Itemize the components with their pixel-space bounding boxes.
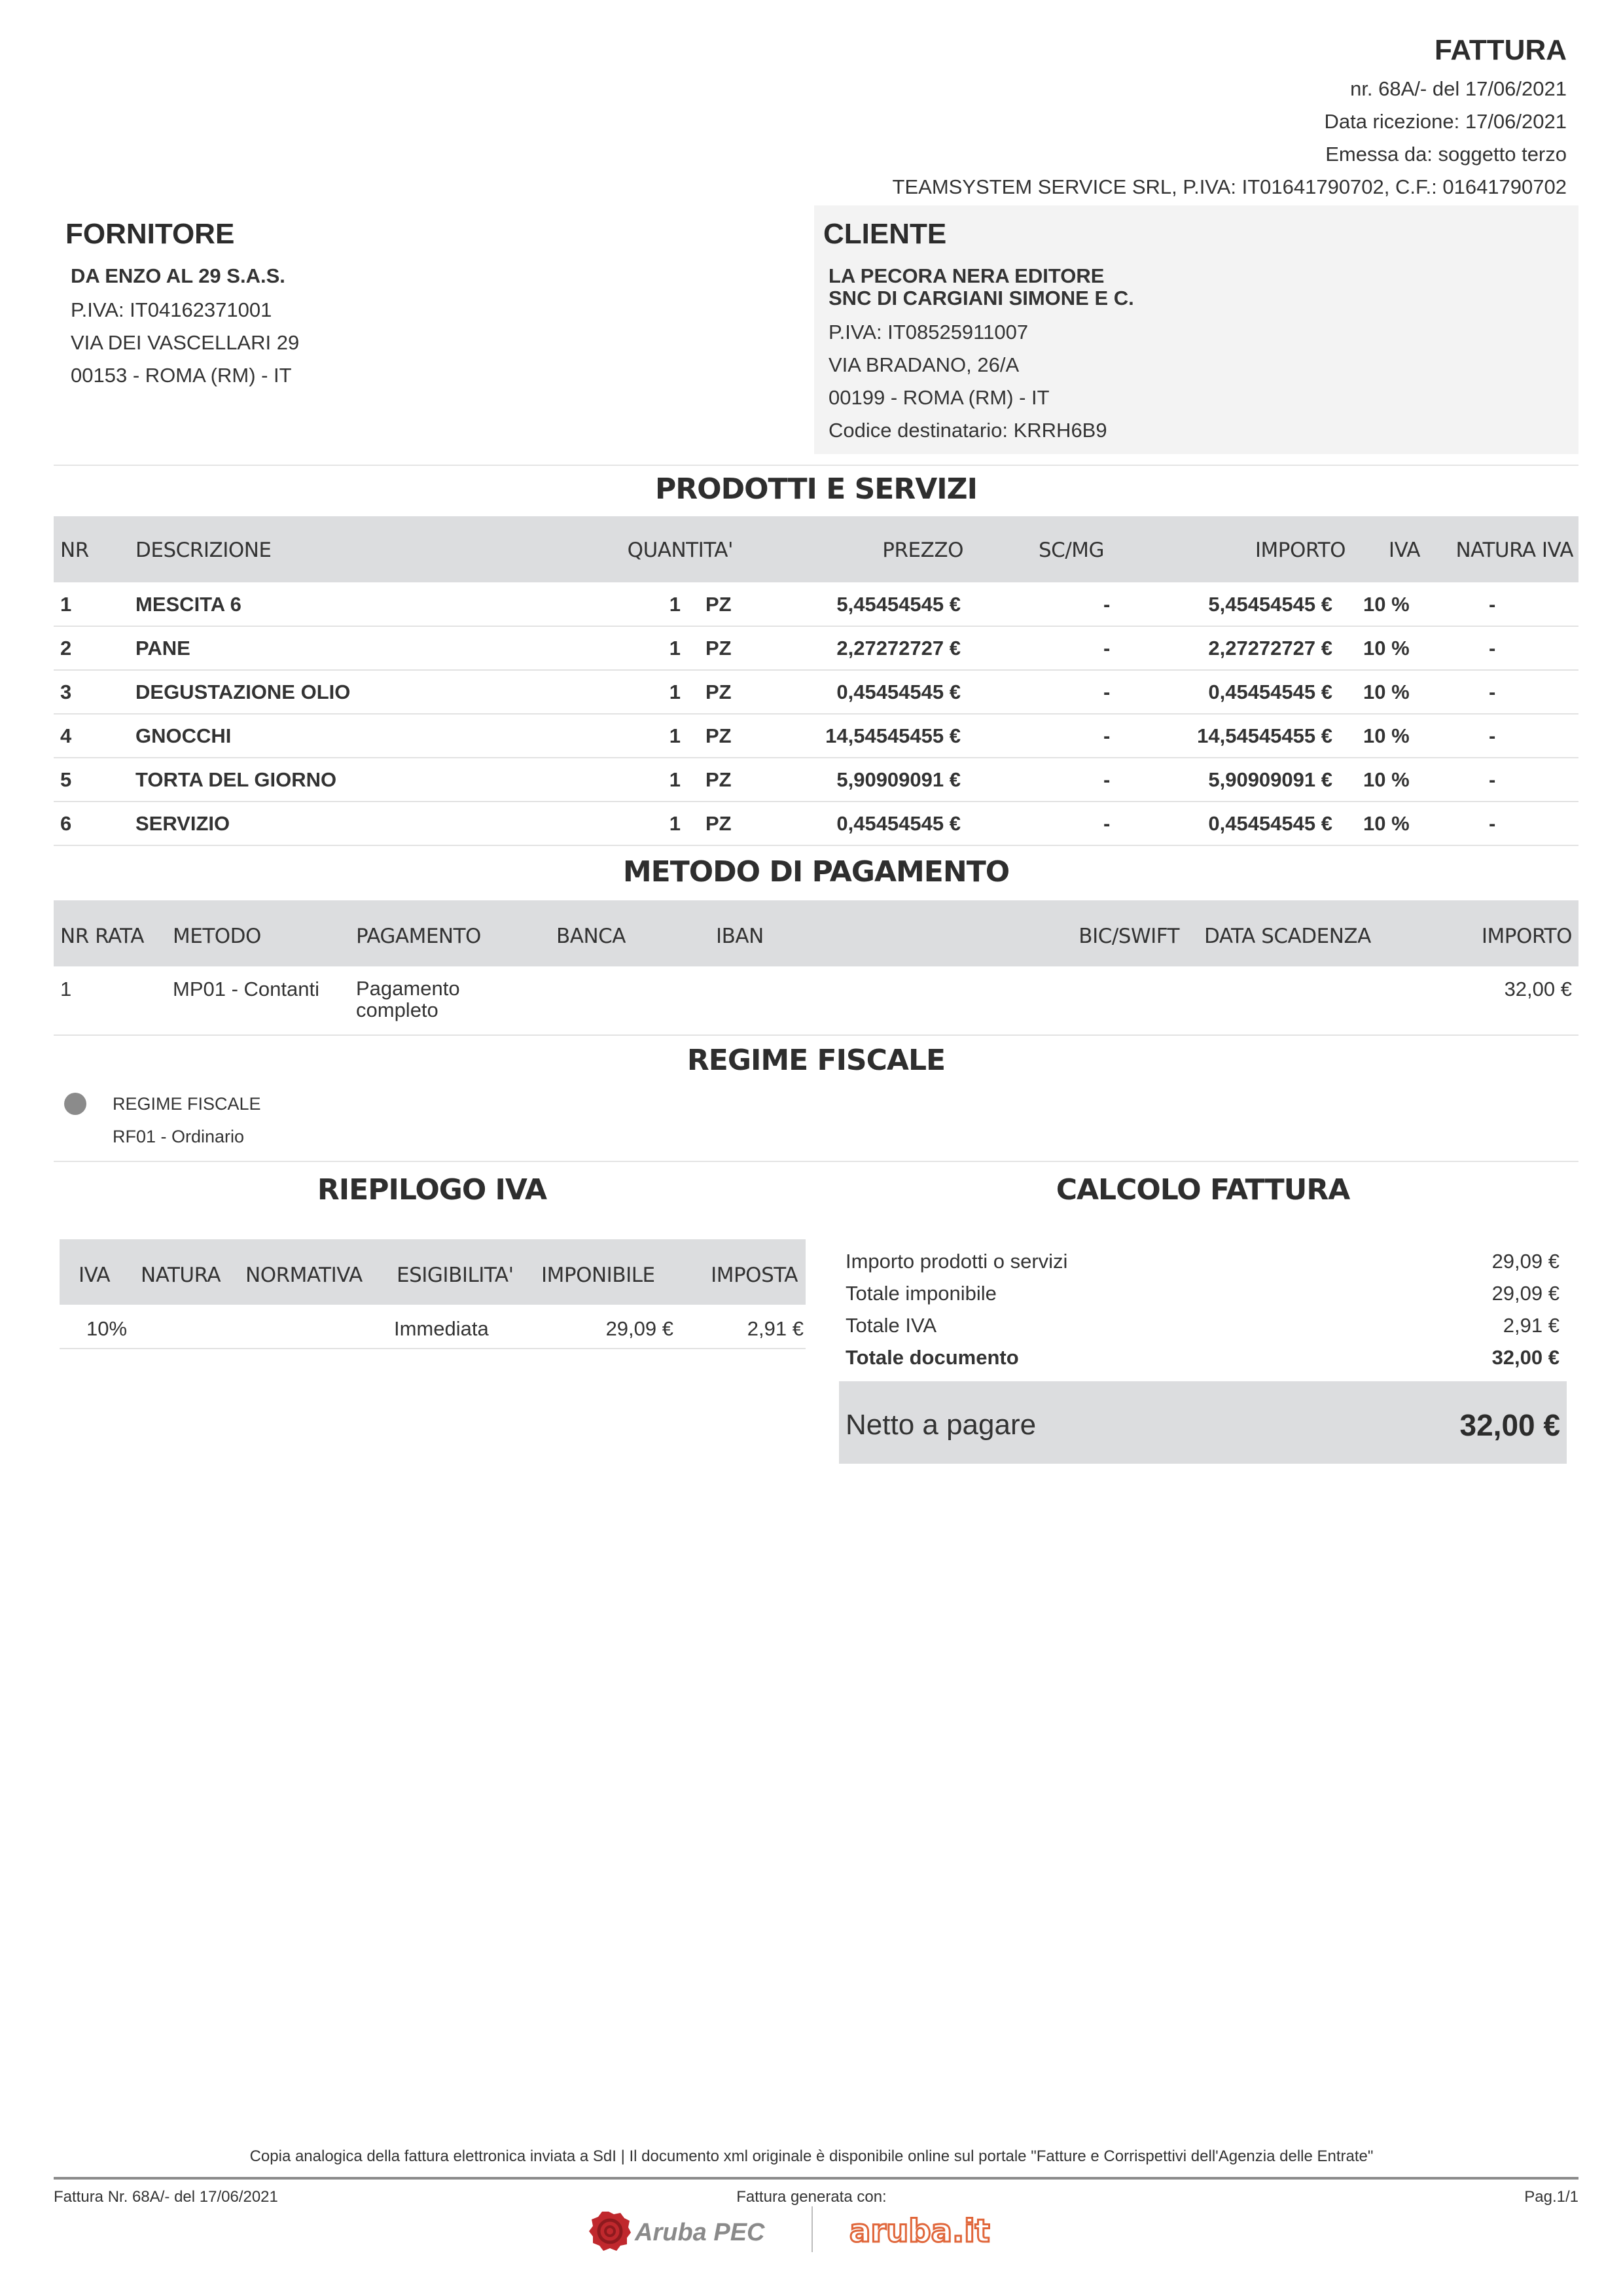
payment-title: METODO DI PAGAMENTO [622,855,1010,889]
cell-quantita: 1 [669,680,681,703]
col-importo-rata: IMPORTO [1481,925,1572,948]
cell-natura-iva: - [1489,637,1496,660]
cell-prezzo: 5,90909091 € [836,768,961,791]
col-iban: IBAN [716,925,764,948]
cell-importo: 2,27272727 € [1208,637,1332,660]
col-importo: IMPORTO [1255,539,1346,562]
row-divider [54,713,1578,715]
cell-unita: PZ [705,680,732,703]
payment-pagamento: Pagamento completo [356,977,460,1021]
col-prezzo: PREZZO [882,539,963,562]
cell-nr: 1 [60,593,72,616]
divider [54,1161,1578,1162]
row-divider [54,845,1578,846]
cell-iva: 10 % [1363,680,1410,703]
col-descrizione: DESCRIZIONE [135,539,272,562]
cliente-city: 00199 - ROMA (RM) - IT [829,386,1050,409]
footer-divider [54,2177,1578,2180]
footer-invoice-ref: Fattura Nr. 68A/- del 17/06/2021 [54,2188,278,2206]
cell-natura-iva: - [1489,680,1496,703]
issued-by: Emessa da: soggetto terzo [1325,143,1567,166]
cell-descrizione: GNOCCHI [135,724,232,747]
divider [54,465,1578,466]
col-pagamento: PAGAMENTO [356,925,481,948]
cell-nr: 6 [60,812,72,835]
col-riep-normativa: NORMATIVA [245,1263,363,1287]
fornitore-address: VIA DEI VASCELLARI 29 [71,331,300,354]
row-divider [54,801,1578,802]
products-title: PRODOTTI E SERVIZI [655,472,977,506]
calc-label-importo: Importo prodotti o servizi [846,1250,1068,1273]
col-banca: BANCA [556,925,626,948]
riep-imponibile: 29,09 € [605,1317,673,1340]
cell-iva: 10 % [1363,637,1410,660]
cell-unita: PZ [705,637,732,660]
received-date: Data ricezione: 17/06/2021 [1324,110,1567,133]
riepilogo-iva-title: RIEPILOGO IVA [317,1173,547,1207]
aruba-pec-seal-icon [588,2209,777,2255]
cliente-title: CLIENTE [823,218,947,250]
footer-note: Copia analogica della fattura elettronica inviata a SdI | Il documento xml originale è disponibile online sul portale "Fatture e Corrispettivi dell'Agenzia delle Entrate" [249,2147,1374,2165]
calc-label-iva: Totale IVA [846,1314,937,1337]
cell-nr: 3 [60,680,72,703]
cell-unita: PZ [705,812,732,835]
col-metodo: METODO [173,925,261,948]
cell-importo: 14,54545455 € [1197,724,1332,747]
col-iva: IVA [1388,539,1420,562]
cell-iva: 10 % [1363,724,1410,747]
cell-natura-iva: - [1489,593,1496,616]
col-nr-rata: NR RATA [60,925,144,948]
calc-value-imponibile: 29,09 € [1491,1282,1560,1305]
cell-iva: 10 % [1363,812,1410,835]
payment-nr-rata: 1 [60,978,72,1000]
col-riep-esigibilita: ESIGIBILITA' [397,1263,514,1287]
row-divider [54,626,1578,627]
cell-unita: PZ [705,768,732,791]
cell-unita: PZ [705,724,732,747]
regime-label: REGIME FISCALE [113,1094,261,1114]
cliente-piva: P.IVA: IT08525911007 [829,321,1029,344]
aruba-pec-text: Aruba PEC [635,2219,765,2246]
cliente-address: VIA BRADANO, 26/A [829,353,1020,376]
aruba-it-logo [849,2209,993,2255]
payment-importo: 32,00 € [1504,978,1572,1000]
netto-label: Netto a pagare [846,1409,1037,1441]
col-natura-iva: NATURA IVA [1455,539,1573,562]
cell-quantita: 1 [669,637,681,660]
aruba-pec-logo [588,2209,777,2255]
row-divider [60,1348,806,1349]
calc-label-imponibile: Totale imponibile [846,1282,997,1305]
cell-importo: 5,90909091 € [1208,768,1332,791]
col-riep-iva: IVA [79,1263,111,1287]
col-bic: BIC/SWIFT [1079,925,1179,948]
aruba-it-text: aruba.it [849,2213,990,2250]
col-nr: NR [60,539,89,562]
row-divider [54,757,1578,758]
netto-value: 32,00 € [1459,1408,1560,1442]
document-title: FATTURA [1434,34,1567,66]
cell-importo: 5,45454545 € [1208,593,1332,616]
fornitore-name: DA ENZO AL 29 S.A.S. [71,264,285,287]
cell-iva: 10 % [1363,768,1410,791]
cell-descrizione: PANE [135,637,190,660]
cell-descrizione: TORTA DEL GIORNO [135,768,337,791]
footer-page-number: Pag.1/1 [1524,2188,1578,2206]
fornitore-city: 00153 - ROMA (RM) - IT [71,364,292,387]
cell-quantita: 1 [669,724,681,747]
riepilogo-table-header [60,1239,806,1305]
riep-iva: 10% [86,1317,128,1340]
col-scadenza: DATA SCADENZA [1204,925,1371,948]
cell-prezzo: 14,54545455 € [825,724,961,747]
footer-generated-with: Fattura generata con: [736,2188,887,2206]
cell-natura-iva: - [1489,724,1496,747]
netto-a-pagare-box [839,1381,1567,1464]
third-party-issuer: TEAMSYSTEM SERVICE SRL, P.IVA: IT01641790702, C.F.: 01641790702 [892,175,1567,198]
calc-value-importo: 29,09 € [1491,1250,1560,1273]
cell-prezzo: 2,27272727 € [836,637,961,660]
cell-natura-iva: - [1489,812,1496,835]
col-riep-imposta: IMPOSTA [711,1263,798,1287]
cell-quantita: 1 [669,593,681,616]
cell-nr: 4 [60,724,72,747]
cell-scmg: - [1103,812,1111,835]
col-riep-imponibile: IMPONIBILE [541,1263,655,1287]
cell-importo: 0,45454545 € [1208,812,1332,835]
cell-prezzo: 0,45454545 € [836,680,961,703]
cell-iva: 10 % [1363,593,1410,616]
cell-descrizione: MESCITA 6 [135,593,241,616]
riep-imposta: 2,91 € [747,1317,804,1340]
cell-nr: 5 [60,768,72,791]
cell-quantita: 1 [669,768,681,791]
cell-quantita: 1 [669,812,681,835]
cell-nr: 2 [60,637,72,660]
cell-scmg: - [1103,768,1111,791]
col-scmg: SC/MG [1039,539,1105,562]
cell-scmg: - [1103,680,1111,703]
cell-scmg: - [1103,593,1111,616]
regime-value: RF01 - Ordinario [113,1127,245,1146]
cell-scmg: - [1103,637,1111,660]
cliente-recipient-code: Codice destinatario: KRRH6B9 [829,419,1107,442]
payment-metodo: MP01 - Contanti [173,978,319,1000]
cell-unita: PZ [705,593,732,616]
fornitore-title: FORNITORE [65,218,235,250]
fornitore-piva: P.IVA: IT04162371001 [71,298,272,321]
cell-prezzo: 0,45454545 € [836,812,961,835]
cell-descrizione: DEGUSTAZIONE OLIO [135,680,351,703]
regime-title: REGIME FISCALE [687,1044,946,1077]
cell-descrizione: SERVIZIO [135,812,230,835]
riep-esigibilita: Immediata [394,1317,489,1340]
calcolo-title: CALCOLO FATTURA [1056,1173,1350,1207]
invoice-number: nr. 68A/- del 17/06/2021 [1350,77,1567,100]
bullet-dot-icon [64,1093,86,1115]
payment-table-header [54,900,1578,966]
aruba-it-logo-icon [849,2209,993,2255]
row-divider [54,669,1578,671]
products-table-header [54,516,1578,582]
calc-value-totale: 32,00 € [1491,1346,1560,1369]
calc-value-iva: 2,91 € [1503,1314,1560,1337]
row-divider [54,1034,1578,1036]
col-riep-natura: NATURA [141,1263,221,1287]
cell-scmg: - [1103,724,1111,747]
calc-label-totale: Totale documento [846,1346,1019,1369]
logo-divider [812,2206,813,2252]
cliente-name: LA PECORA NERA EDITORE SNC DI CARGIANI SIMONE E C. [829,264,1134,309]
cell-importo: 0,45454545 € [1208,680,1332,703]
cell-prezzo: 5,45454545 € [836,593,961,616]
cell-natura-iva: - [1489,768,1496,791]
col-quantita: QUANTITA' [627,539,733,562]
